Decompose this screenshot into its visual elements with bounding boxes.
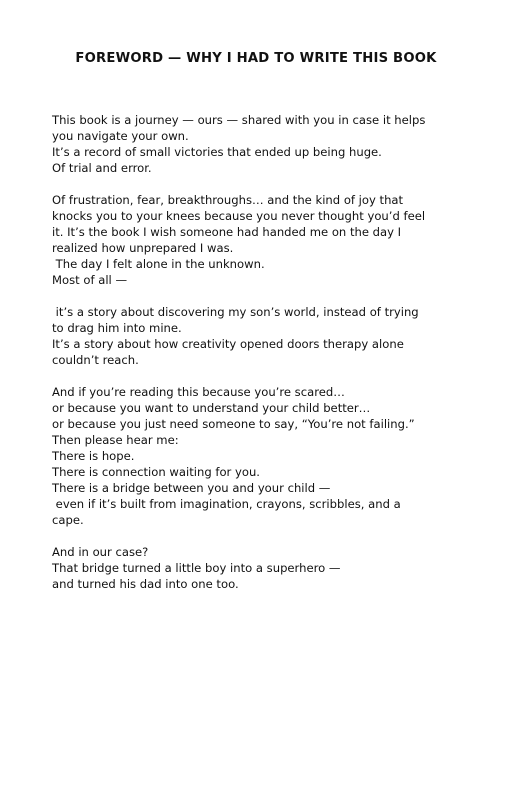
- text-line: Most of all —: [52, 273, 128, 287]
- foreword-title: FOREWORD — WHY I HAD TO WRITE THIS BOOK: [75, 51, 437, 66]
- paragraph: [52, 112, 492, 176]
- paragraph-gap: [52, 288, 492, 304]
- text-line: or because you want to understand your child better…: [52, 401, 371, 415]
- text-line: Then please hear me:: [52, 433, 179, 447]
- text-line: Of frustration, fear, breakthroughs… and the kind of joy that: [52, 193, 404, 207]
- text-line: cape.: [52, 513, 84, 527]
- text-line: even if it’s built from imagination, crayons, scribbles, and a: [52, 497, 401, 511]
- paragraph: [52, 384, 492, 528]
- text-line: and turned his dad into one too.: [52, 577, 239, 591]
- paragraph: [52, 304, 492, 368]
- text-line: it’s a story about discovering my son’s world, instead of trying: [52, 305, 419, 319]
- text-line: it. It’s the book I wish someone had handed me on the day I: [52, 225, 402, 239]
- paragraph-gap: [52, 528, 492, 544]
- foreword-body: [52, 112, 492, 592]
- paragraph: [52, 192, 492, 288]
- text-line: The day I felt alone in the unknown.: [52, 257, 265, 271]
- text-line: to drag him into mine.: [52, 321, 182, 335]
- text-line: There is connection waiting for you.: [52, 465, 260, 479]
- text-line: knocks you to your knees because you never thought you’d feel: [52, 209, 426, 223]
- text-line: And if you’re reading this because you’re scared…: [52, 385, 345, 399]
- text-line: This book is a journey — ours — shared with you in case it helps: [52, 113, 426, 127]
- text-line: It’s a story about how creativity opened doors therapy alone: [52, 337, 404, 351]
- paragraph: [52, 544, 492, 592]
- text-line: And in our case?: [52, 545, 149, 559]
- text-line: There is hope.: [52, 449, 135, 463]
- text-line: couldn’t reach.: [52, 353, 139, 367]
- text-line: Of trial and error.: [52, 161, 152, 175]
- text-line: It’s a record of small victories that ended up being huge.: [52, 145, 382, 159]
- text-line: That bridge turned a little boy into a superhero —: [52, 561, 341, 575]
- text-line: you navigate your own.: [52, 129, 189, 143]
- text-line: There is a bridge between you and your child —: [52, 481, 331, 495]
- text-line: or because you just need someone to say, “You’re not failing.”: [52, 417, 415, 431]
- paragraph-gap: [52, 176, 492, 192]
- text-line: realized how unprepared I was.: [52, 241, 234, 255]
- paragraph-gap: [52, 368, 492, 384]
